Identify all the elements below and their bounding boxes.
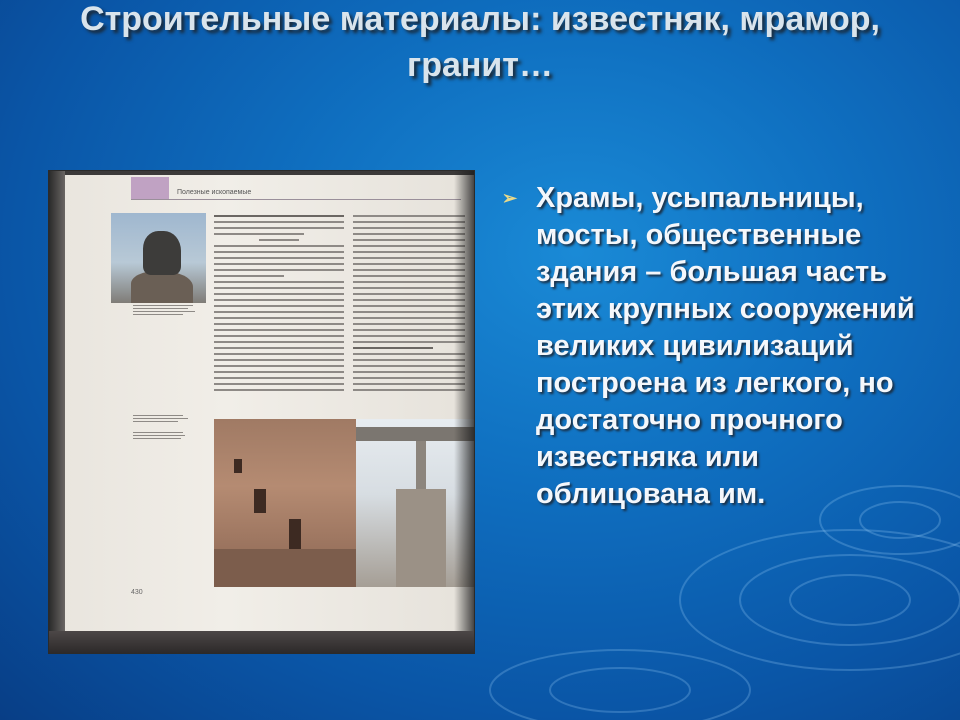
bullet-point (502, 180, 922, 513)
textbook-page (61, 175, 474, 633)
statue-caption (133, 305, 203, 317)
page-header: Полезные ископаемые (177, 189, 252, 196)
rock-church-photo (214, 419, 356, 587)
textbook-photo (49, 171, 474, 653)
photo-captions (133, 415, 203, 441)
page-number: 430 (131, 589, 143, 596)
bullet-text: Храмы, усыпальницы, мосты, общественные здания – большая часть этих крупных сооружений великих цивилизаций построена из легкого, но достаточно прочного известняка или облицована им. (536, 182, 915, 510)
header-tab-logo (131, 177, 169, 199)
statue-photo (111, 213, 206, 303)
text-column-right (353, 215, 465, 395)
text-column-left (214, 215, 344, 395)
arrow-bullet-icon: ➢ (502, 188, 518, 208)
slide-title: Строительные материалы: известняк, мрамор, гранит… (80, 0, 880, 84)
